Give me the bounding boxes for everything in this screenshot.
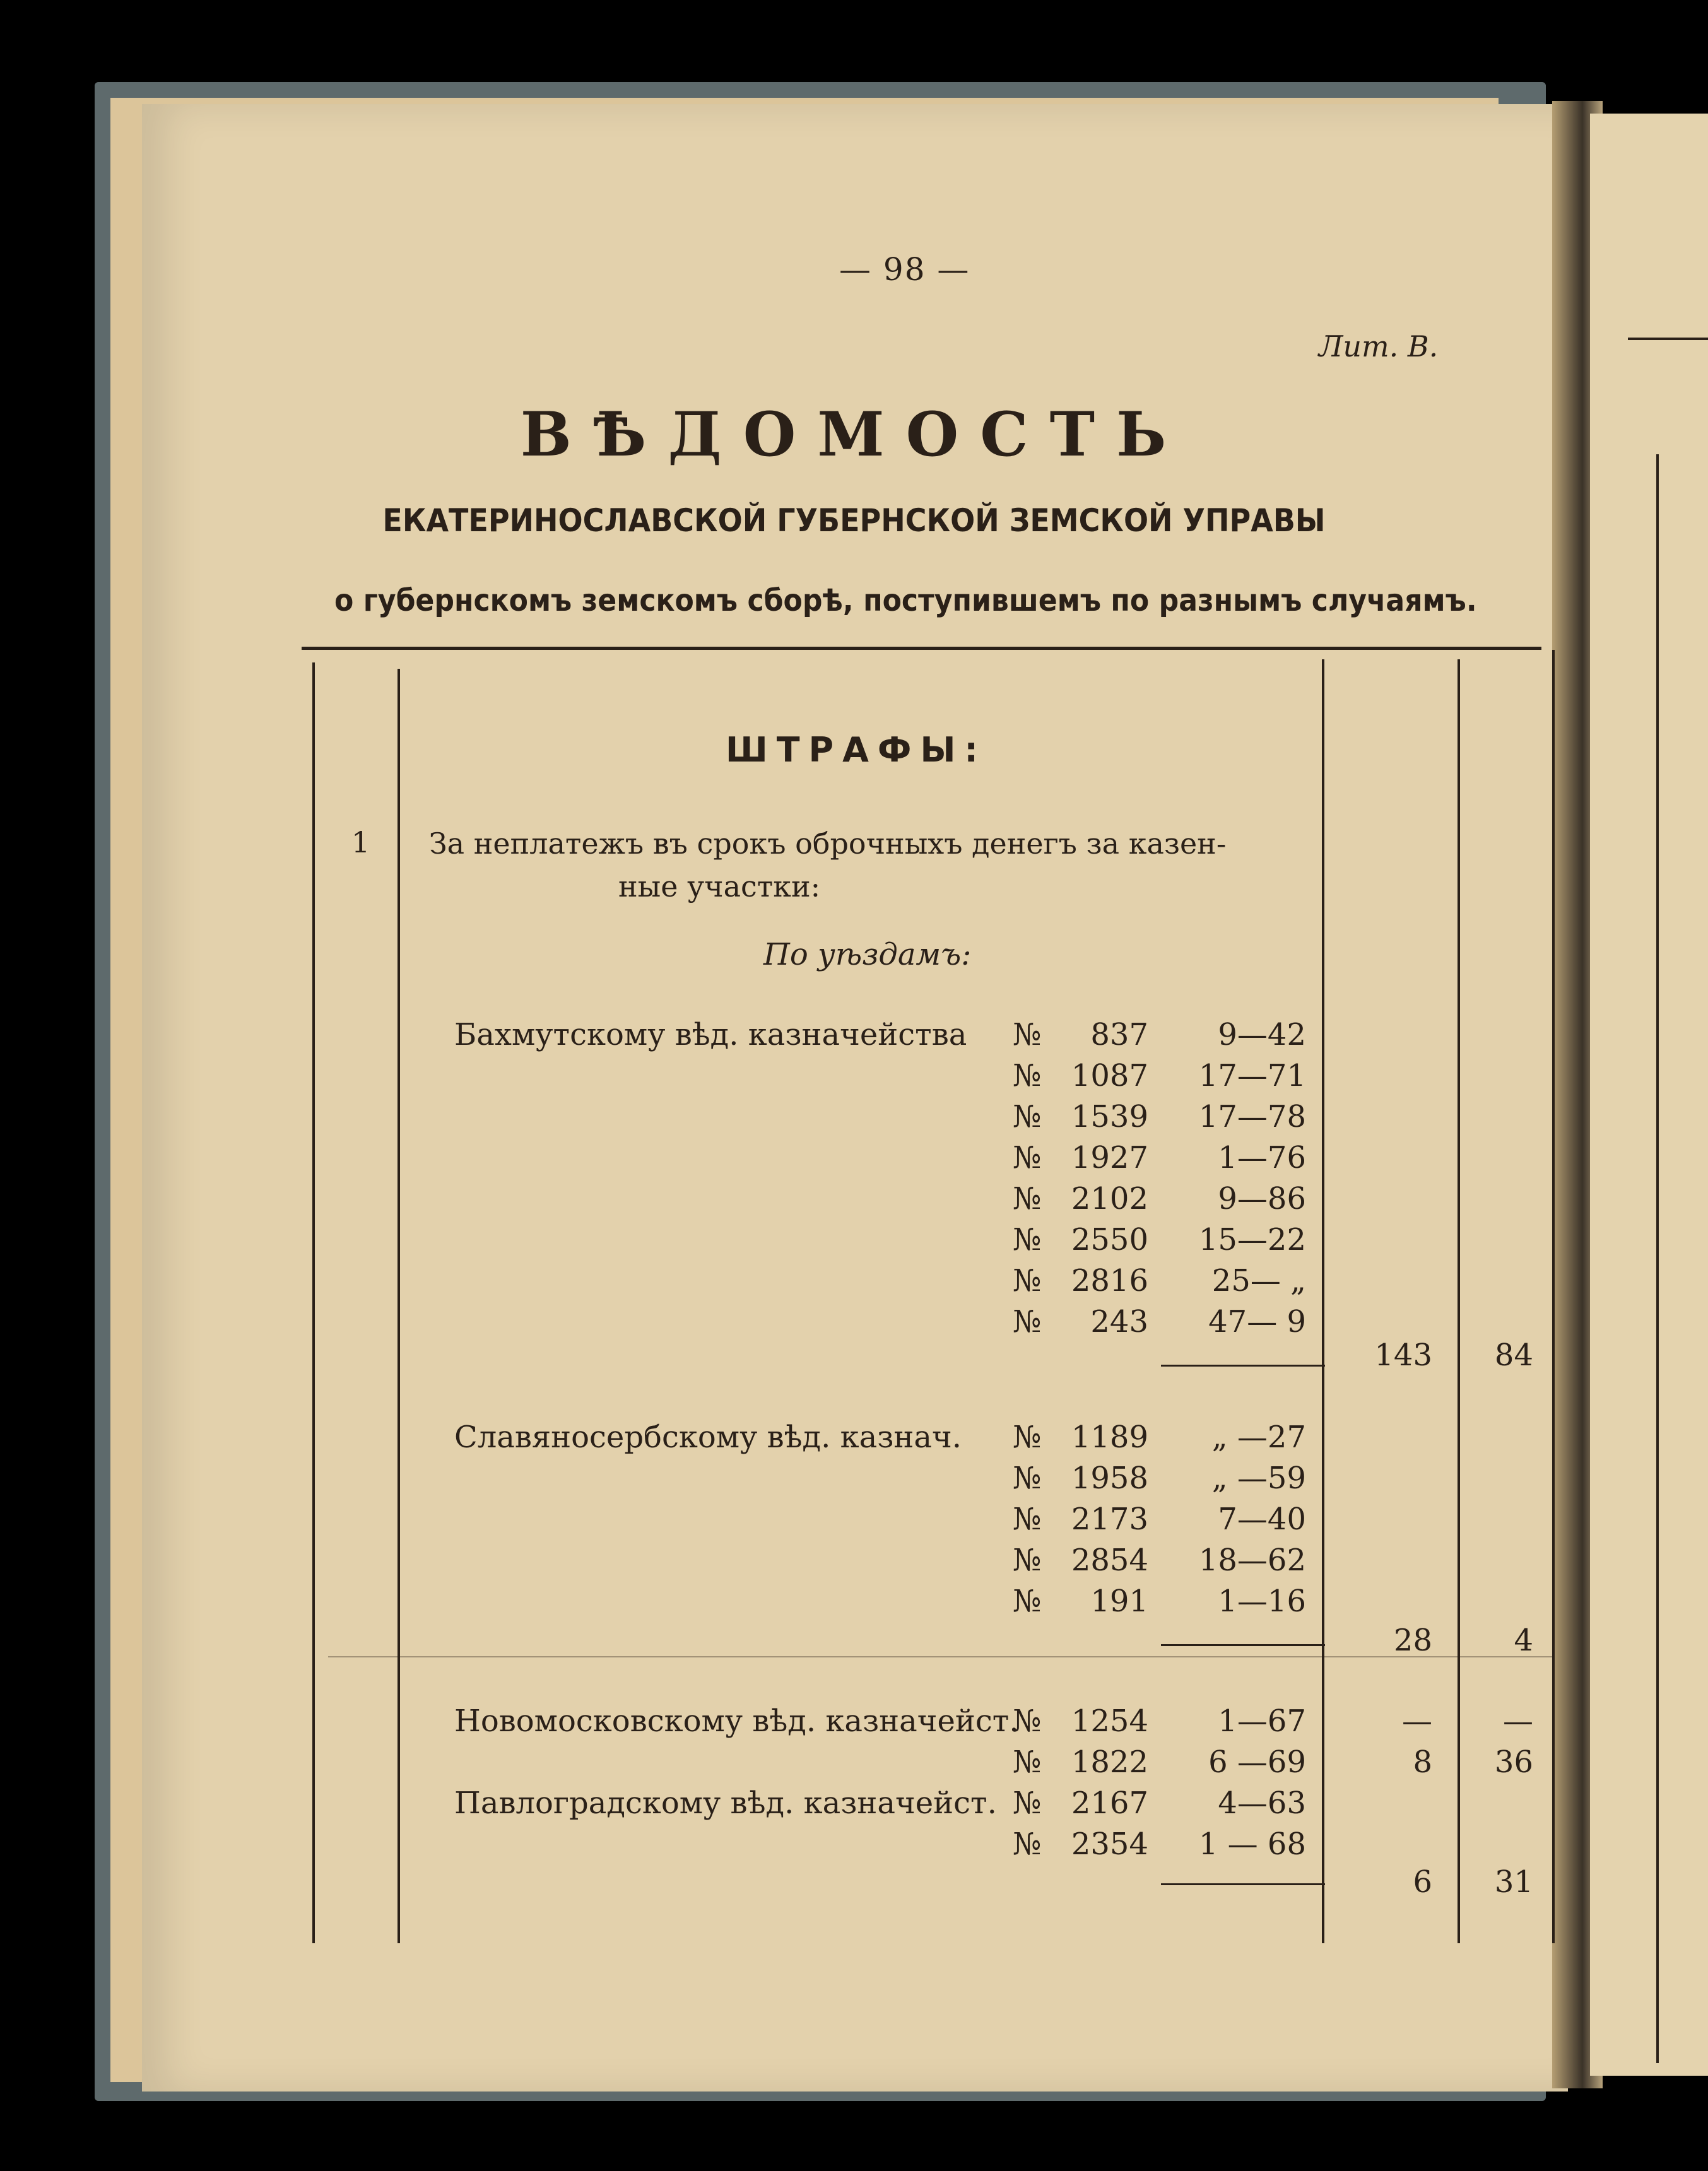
receipt-amount: „ —27 bbox=[1211, 1420, 1306, 1455]
subtotal-row bbox=[0, 1338, 1708, 1379]
receipt-amount: 17—71 bbox=[1198, 1058, 1306, 1093]
receipt-number: 191 bbox=[1090, 1584, 1148, 1619]
table-row bbox=[0, 1263, 1708, 1305]
receipt-number: 243 bbox=[1090, 1304, 1148, 1339]
receipt-number: 837 bbox=[1090, 1017, 1148, 1052]
page-number: — 98 — bbox=[839, 251, 970, 288]
table-row bbox=[0, 1827, 1708, 1868]
number-sign: № bbox=[1013, 1543, 1042, 1578]
section-title: ШТРАФЫ: bbox=[726, 730, 987, 770]
receipt-number: 2167 bbox=[1071, 1786, 1148, 1821]
item-description-line-1: За неплатежъ въ срокъ оброчныхъ денегъ за казен- bbox=[429, 827, 1227, 861]
receipt-number: 2816 bbox=[1071, 1263, 1148, 1298]
kopecks-cell: — bbox=[1503, 1703, 1533, 1739]
number-sign: № bbox=[1013, 1222, 1042, 1257]
item-number: 1 bbox=[351, 825, 370, 859]
facing-page-rule bbox=[1628, 338, 1708, 340]
receipt-amount: 1 — 68 bbox=[1198, 1827, 1306, 1862]
table-row bbox=[0, 1099, 1708, 1141]
number-sign: № bbox=[1013, 1786, 1042, 1821]
receipt-amount: 9—86 bbox=[1218, 1181, 1306, 1216]
subtotal-kopecks: 84 bbox=[1494, 1338, 1533, 1373]
table-row bbox=[0, 1786, 1708, 1827]
table-row bbox=[0, 1703, 1708, 1745]
district-name: Бахмутскому вѣд. казначейства bbox=[454, 1017, 967, 1052]
receipt-amount: 47— 9 bbox=[1208, 1304, 1306, 1339]
receipt-amount: „ —59 bbox=[1211, 1461, 1306, 1496]
subtotal-kopecks: 31 bbox=[1494, 1864, 1533, 1900]
kopecks-cell: 36 bbox=[1494, 1744, 1533, 1780]
receipt-number: 2550 bbox=[1071, 1222, 1148, 1257]
subtotal-kopecks: 4 bbox=[1514, 1623, 1533, 1658]
rubles-cell: 8 bbox=[1413, 1744, 1432, 1780]
table-row bbox=[0, 1222, 1708, 1264]
receipt-amount: 25— „ bbox=[1211, 1263, 1306, 1298]
districts-heading: По уѣздамъ: bbox=[763, 937, 972, 972]
receipt-number: 1958 bbox=[1071, 1461, 1148, 1496]
subtotal-rubles: 6 bbox=[1413, 1864, 1432, 1900]
receipt-number: 2102 bbox=[1071, 1181, 1148, 1216]
number-sign: № bbox=[1013, 1420, 1042, 1455]
document-subtitle-1: ЕКАТЕРИНОСЛАВСКОЙ ГУБЕРНСКОЙ ЗЕМСКОЙ УПРАВЫ bbox=[382, 502, 1326, 539]
receipt-amount: 1—16 bbox=[1218, 1584, 1306, 1619]
receipt-amount: 15—22 bbox=[1198, 1222, 1306, 1257]
receipt-number: 1189 bbox=[1071, 1420, 1148, 1455]
subtotal-rubles: 28 bbox=[1393, 1623, 1432, 1658]
table-row bbox=[0, 1461, 1708, 1502]
receipt-amount: 18—62 bbox=[1198, 1543, 1306, 1578]
table-top-rule bbox=[302, 647, 1541, 650]
receipt-number: 2173 bbox=[1071, 1502, 1148, 1537]
document-subtitle-2: о губернскомъ земскомъ сборѣ, поступившемъ по разнымъ случаямъ. bbox=[334, 583, 1477, 618]
receipt-number: 1927 bbox=[1071, 1140, 1148, 1175]
item-description-line-2: ные участки: bbox=[618, 869, 821, 903]
table-row bbox=[0, 1420, 1708, 1461]
rubles-cell: — bbox=[1402, 1703, 1432, 1739]
receipt-amount: 1—67 bbox=[1218, 1703, 1306, 1739]
item-description bbox=[429, 822, 1312, 908]
receipt-number: 1254 bbox=[1071, 1703, 1148, 1739]
district-name: Павлоградскому вѣд. казначейст. bbox=[454, 1786, 997, 1821]
district-name: Славяносербскому вѣд. казнач. bbox=[454, 1420, 962, 1455]
district-name: Новомосковскому вѣд. казначейст. bbox=[454, 1703, 1019, 1739]
document-title: ВѢДОМОСТЬ bbox=[520, 399, 1188, 470]
receipt-amount: 7—40 bbox=[1218, 1502, 1306, 1537]
table-row bbox=[0, 1140, 1708, 1182]
receipt-number: 2354 bbox=[1071, 1827, 1148, 1862]
number-sign: № bbox=[1013, 1099, 1042, 1134]
number-sign: № bbox=[1013, 1017, 1042, 1052]
receipt-amount: 17—78 bbox=[1198, 1099, 1306, 1134]
number-sign: № bbox=[1013, 1584, 1042, 1619]
table-row bbox=[0, 1543, 1708, 1584]
number-sign: № bbox=[1013, 1140, 1042, 1175]
number-sign: № bbox=[1013, 1304, 1042, 1339]
receipt-number: 2854 bbox=[1071, 1543, 1148, 1578]
group-divider-rule bbox=[328, 1656, 1552, 1657]
subtotal-rubles: 143 bbox=[1374, 1338, 1432, 1373]
number-sign: № bbox=[1013, 1263, 1042, 1298]
table-row bbox=[0, 1502, 1708, 1543]
number-sign: № bbox=[1013, 1058, 1042, 1093]
number-sign: № bbox=[1013, 1181, 1042, 1216]
table-row bbox=[0, 1744, 1708, 1786]
table-row bbox=[0, 1058, 1708, 1100]
table-row bbox=[0, 1181, 1708, 1223]
receipt-amount: 4—63 bbox=[1218, 1786, 1306, 1821]
receipt-amount: 6 —69 bbox=[1208, 1744, 1306, 1780]
subtotal-row bbox=[0, 1623, 1708, 1664]
subtotal-row bbox=[0, 1864, 1708, 1906]
receipt-amount: 9—42 bbox=[1218, 1017, 1306, 1052]
receipt-number: 1822 bbox=[1071, 1744, 1148, 1780]
table-row bbox=[0, 1017, 1708, 1059]
number-sign: № bbox=[1013, 1502, 1042, 1537]
number-sign: № bbox=[1013, 1744, 1042, 1780]
table-row bbox=[0, 1584, 1708, 1625]
receipt-number: 1539 bbox=[1071, 1099, 1148, 1134]
receipt-amount: 1—76 bbox=[1218, 1140, 1306, 1175]
lit-label: Лит. В. bbox=[1319, 329, 1439, 363]
number-sign: № bbox=[1013, 1827, 1042, 1862]
number-sign: № bbox=[1013, 1461, 1042, 1496]
number-sign: № bbox=[1013, 1703, 1042, 1739]
receipt-number: 1087 bbox=[1071, 1058, 1148, 1093]
